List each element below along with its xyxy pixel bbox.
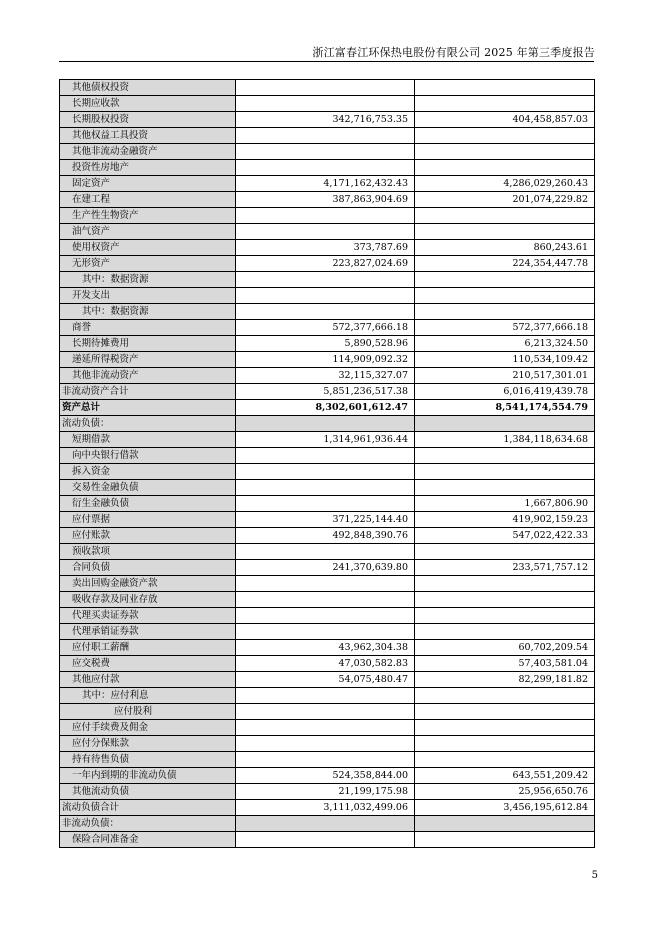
prior-period-value: 82,299,181.82: [415, 672, 595, 688]
table-row: [60, 576, 595, 592]
table-row: [60, 800, 595, 816]
table-row: [60, 288, 595, 304]
balance-sheet-body: [60, 80, 595, 848]
table-row: [60, 400, 595, 416]
row-label: 其中：数据资源: [60, 304, 236, 320]
prior-period-value: [415, 576, 595, 592]
row-label: 短期借款: [60, 432, 236, 448]
current-period-value: 371,225,144.40: [236, 512, 415, 528]
row-label: 其他权益工具投资: [60, 128, 236, 144]
current-period-value: 3,111,032,499.06: [236, 800, 415, 816]
prior-period-value: [415, 448, 595, 464]
current-period-value: [236, 608, 415, 624]
prior-period-value: [415, 624, 595, 640]
prior-period-value: [415, 224, 595, 240]
row-label: 非流动负债：: [60, 816, 236, 832]
current-period-value: 47,030,582.83: [236, 656, 415, 672]
balance-sheet-table: [59, 79, 595, 848]
prior-period-value: [415, 544, 595, 560]
current-period-value: [236, 624, 415, 640]
prior-period-value: [415, 288, 595, 304]
prior-period-value: [415, 416, 595, 432]
current-period-value: 342,716,753.35: [236, 112, 415, 128]
table-row: [60, 384, 595, 400]
table-row: [60, 672, 595, 688]
table-row: [60, 416, 595, 432]
table-row: [60, 784, 595, 800]
row-label: 向中央银行借款: [60, 448, 236, 464]
row-label: 长期股权投资: [60, 112, 236, 128]
current-period-value: [236, 736, 415, 752]
current-period-value: [236, 544, 415, 560]
current-period-value: 387,863,904.69: [236, 192, 415, 208]
current-period-value: 1,314,961,936.44: [236, 432, 415, 448]
prior-period-value: [415, 144, 595, 160]
prior-period-value: 6,016,419,439.78: [415, 384, 595, 400]
table-row: [60, 112, 595, 128]
current-period-value: 4,171,162,432.43: [236, 176, 415, 192]
prior-period-value: 1,667,806.90: [415, 496, 595, 512]
prior-period-value: 643,551,209.42: [415, 768, 595, 784]
current-period-value: [236, 224, 415, 240]
row-label: 其他应付款: [60, 672, 236, 688]
prior-period-value: 547,022,422.33: [415, 528, 595, 544]
table-row: [60, 736, 595, 752]
row-label: 持有待售负债: [60, 752, 236, 768]
prior-period-value: [415, 720, 595, 736]
current-period-value: [236, 464, 415, 480]
row-label: 其中：应付利息: [60, 688, 236, 704]
current-period-value: 5,890,528.96: [236, 336, 415, 352]
table-row: [60, 448, 595, 464]
row-label: 递延所得税资产: [60, 352, 236, 368]
row-label: 应付手续费及佣金: [60, 720, 236, 736]
prior-period-value: 404,458,857.03: [415, 112, 595, 128]
row-label: 长期待摊费用: [60, 336, 236, 352]
row-label: 预收款项: [60, 544, 236, 560]
prior-period-value: 110,534,109.42: [415, 352, 595, 368]
table-row: [60, 592, 595, 608]
current-period-value: 223,827,024.69: [236, 256, 415, 272]
prior-period-value: [415, 208, 595, 224]
current-period-value: [236, 144, 415, 160]
table-row: [60, 704, 595, 720]
prior-period-value: [415, 752, 595, 768]
prior-period-value: [415, 80, 595, 96]
current-period-value: 524,358,844.00: [236, 768, 415, 784]
current-period-value: 373,787.69: [236, 240, 415, 256]
current-period-value: 32,115,327.07: [236, 368, 415, 384]
row-label: 代理买卖证券款: [60, 608, 236, 624]
row-label: 应付票据: [60, 512, 236, 528]
row-label: 使用权资产: [60, 240, 236, 256]
prior-period-value: 60,702,209.54: [415, 640, 595, 656]
current-period-value: 572,377,666.18: [236, 320, 415, 336]
row-label: 合同负债: [60, 560, 236, 576]
current-period-value: [236, 128, 415, 144]
table-row: [60, 272, 595, 288]
prior-period-value: [415, 816, 595, 832]
row-label: 应付分保账款: [60, 736, 236, 752]
report-header-title: 浙江富春江环保热电股份有限公司 2025 年第三季度报告: [312, 46, 595, 59]
current-period-value: [236, 80, 415, 96]
prior-period-value: 1,384,118,634.68: [415, 432, 595, 448]
table-row: [60, 144, 595, 160]
current-period-value: 21,199,175.98: [236, 784, 415, 800]
row-label: 生产性生物资产: [60, 208, 236, 224]
row-label: 拆入资金: [60, 464, 236, 480]
row-label: 流动负债：: [60, 416, 236, 432]
row-label: 应付职工薪酬: [60, 640, 236, 656]
table-row: [60, 464, 595, 480]
table-row: [60, 688, 595, 704]
table-row: [60, 224, 595, 240]
table-row: [60, 336, 595, 352]
row-label: 无形资产: [60, 256, 236, 272]
table-row: [60, 544, 595, 560]
current-period-value: [236, 752, 415, 768]
table-row: [60, 656, 595, 672]
table-row: [60, 640, 595, 656]
table-row: [60, 240, 595, 256]
current-period-value: [236, 816, 415, 832]
row-label: 油气资产: [60, 224, 236, 240]
row-label: 代理承销证券款: [60, 624, 236, 640]
table-row: [60, 480, 595, 496]
table-row: [60, 512, 595, 528]
table-row: [60, 528, 595, 544]
prior-period-value: [415, 128, 595, 144]
prior-period-value: [415, 96, 595, 112]
row-label: 开发支出: [60, 288, 236, 304]
table-row: [60, 768, 595, 784]
row-label: 投资性房地产: [60, 160, 236, 176]
current-period-value: 114,909,092.32: [236, 352, 415, 368]
header-divider: [59, 61, 594, 62]
table-row: [60, 432, 595, 448]
prior-period-value: [415, 688, 595, 704]
table-row: [60, 352, 595, 368]
prior-period-value: [415, 480, 595, 496]
table-row: [60, 752, 595, 768]
row-label: 固定资产: [60, 176, 236, 192]
row-label: 非流动资产合计: [60, 384, 236, 400]
current-period-value: [236, 96, 415, 112]
table-row: [60, 208, 595, 224]
row-label: 其他非流动金融资产: [60, 144, 236, 160]
table-row: [60, 176, 595, 192]
row-label: 其他债权投资: [60, 80, 236, 96]
prior-period-value: 419,902,159.23: [415, 512, 595, 528]
current-period-value: [236, 704, 415, 720]
table-row: [60, 128, 595, 144]
row-label: 保险合同准备金: [60, 832, 236, 848]
table-row: [60, 624, 595, 640]
prior-period-value: [415, 304, 595, 320]
current-period-value: 43,962,304.38: [236, 640, 415, 656]
prior-period-value: 8,541,174,554.79: [415, 400, 595, 416]
table-row: [60, 608, 595, 624]
prior-period-value: 860,243.61: [415, 240, 595, 256]
table-row: [60, 560, 595, 576]
page-number: 5: [591, 870, 598, 881]
prior-period-value: [415, 832, 595, 848]
row-label: 卖出回购金融资产款: [60, 576, 236, 592]
table-row: [60, 96, 595, 112]
current-period-value: [236, 288, 415, 304]
prior-period-value: 25,956,650.76: [415, 784, 595, 800]
table-row: [60, 816, 595, 832]
row-label: 一年内到期的非流动负债: [60, 768, 236, 784]
prior-period-value: 57,403,581.04: [415, 656, 595, 672]
table-row: [60, 192, 595, 208]
current-period-value: [236, 720, 415, 736]
current-period-value: [236, 592, 415, 608]
row-label: 应付账款: [60, 528, 236, 544]
prior-period-value: [415, 160, 595, 176]
current-period-value: [236, 688, 415, 704]
prior-period-value: [415, 736, 595, 752]
table-row: [60, 80, 595, 96]
prior-period-value: 6,213,324.50: [415, 336, 595, 352]
table-row: [60, 368, 595, 384]
prior-period-value: [415, 464, 595, 480]
current-period-value: [236, 480, 415, 496]
row-label: 在建工程: [60, 192, 236, 208]
current-period-value: [236, 272, 415, 288]
prior-period-value: 4,286,029,260.43: [415, 176, 595, 192]
row-label: 应交税费: [60, 656, 236, 672]
prior-period-value: [415, 704, 595, 720]
current-period-value: [236, 496, 415, 512]
current-period-value: 5,851,236,517.38: [236, 384, 415, 400]
table-row: [60, 320, 595, 336]
current-period-value: 54,075,480.47: [236, 672, 415, 688]
row-label: 其中：数据资源: [60, 272, 236, 288]
row-label: 交易性金融负债: [60, 480, 236, 496]
row-label: 其他非流动资产: [60, 368, 236, 384]
current-period-value: [236, 208, 415, 224]
table-row: [60, 160, 595, 176]
row-label: 其他流动负债: [60, 784, 236, 800]
row-label: 商誉: [60, 320, 236, 336]
prior-period-value: 572,377,666.18: [415, 320, 595, 336]
row-label: 流动负债合计: [60, 800, 236, 816]
row-label: 吸收存款及同业存放: [60, 592, 236, 608]
current-period-value: [236, 304, 415, 320]
prior-period-value: 233,571,757.12: [415, 560, 595, 576]
prior-period-value: 210,517,301.01: [415, 368, 595, 384]
row-label: 衍生金融负债: [60, 496, 236, 512]
row-label: 长期应收款: [60, 96, 236, 112]
table-row: [60, 832, 595, 848]
prior-period-value: 3,456,195,612.84: [415, 800, 595, 816]
current-period-value: [236, 448, 415, 464]
current-period-value: 492,848,390.76: [236, 528, 415, 544]
prior-period-value: [415, 608, 595, 624]
table-row: [60, 304, 595, 320]
prior-period-value: [415, 592, 595, 608]
current-period-value: [236, 576, 415, 592]
prior-period-value: 201,074,229.82: [415, 192, 595, 208]
current-period-value: [236, 416, 415, 432]
current-period-value: 241,370,639.80: [236, 560, 415, 576]
table-row: [60, 256, 595, 272]
row-label: 应付股利: [60, 704, 236, 720]
row-label: 资产总计: [60, 400, 236, 416]
prior-period-value: [415, 272, 595, 288]
current-period-value: 8,302,601,612.47: [236, 400, 415, 416]
current-period-value: [236, 832, 415, 848]
table-row: [60, 496, 595, 512]
table-row: [60, 720, 595, 736]
prior-period-value: 224,354,447.78: [415, 256, 595, 272]
current-period-value: [236, 160, 415, 176]
